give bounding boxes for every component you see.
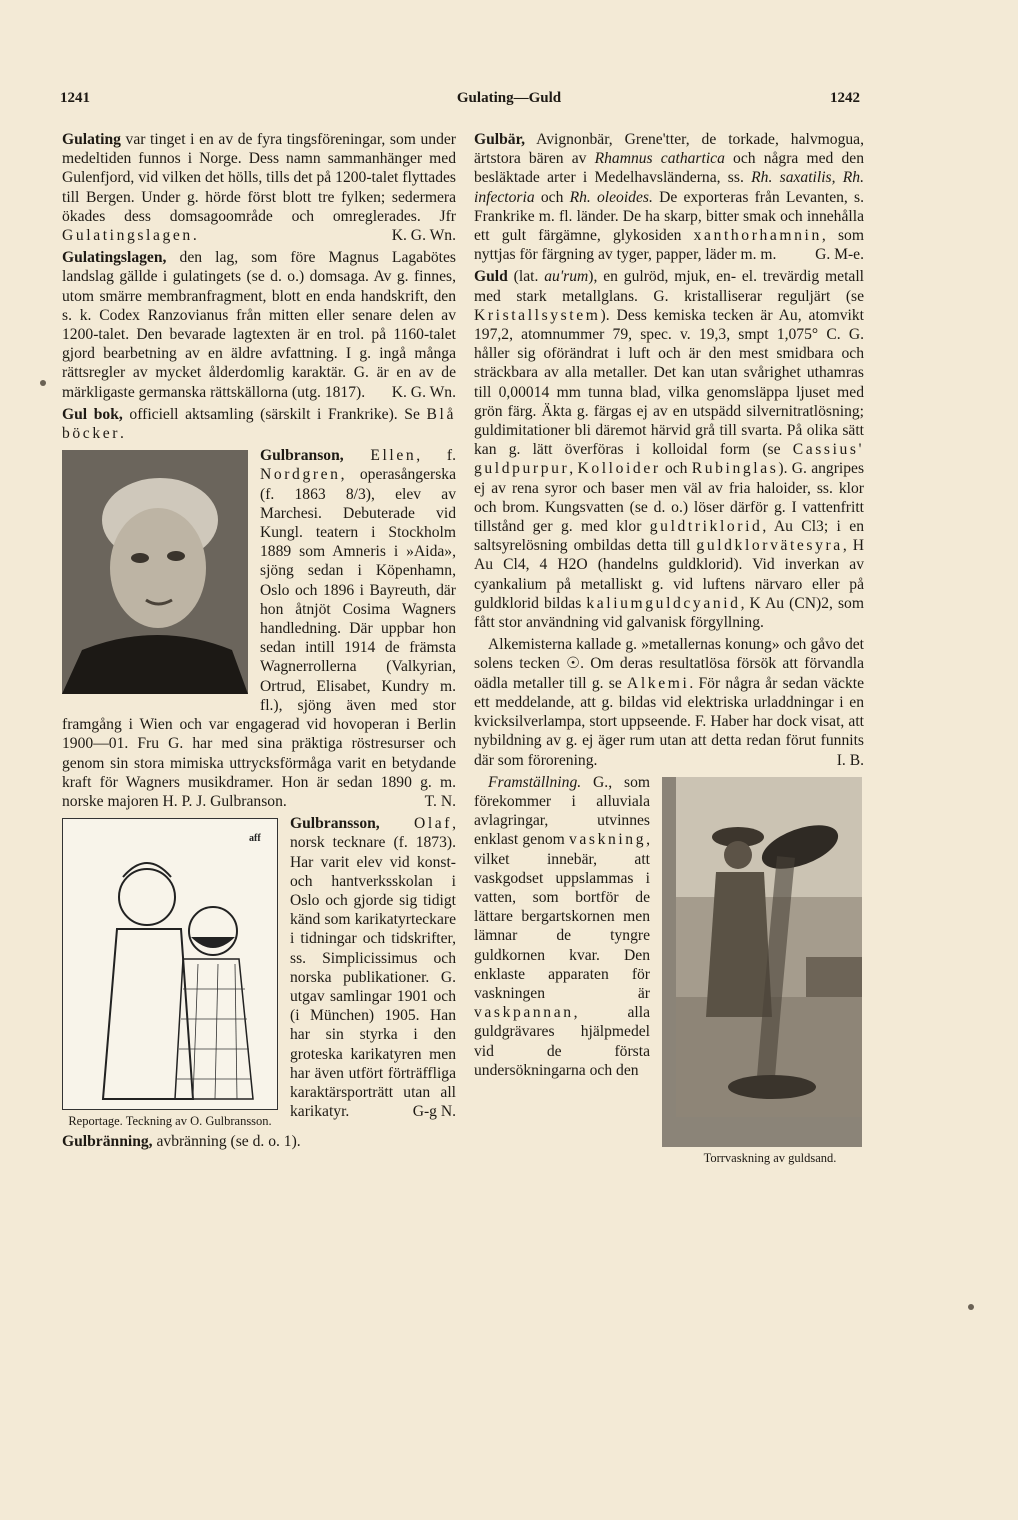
entry-text: , alla guldgrävares hjälpmedel vid de första undersökningarna och den xyxy=(474,1004,650,1079)
spaced-term: kaliumguldcyanid xyxy=(586,594,741,612)
entry-text: , vilket innebär, att vaskgodset uppslammas i vatten, som bortför de lättare bergartskornen men lämnar de tyngre guldkornen kvar. Den enklaste apparaten för vaskningen är xyxy=(474,831,650,1002)
entry-text: ). G. angripes ej av rena syror och baser men väl av fria haloider, ss. klor och brom. Kungsvatten (se d. o.) löser därför g. I vattenfritt tillstånd ger g. med klor xyxy=(474,460,865,536)
cross-reference: Kristallsystem xyxy=(474,306,601,324)
entry-text: den lag, som före Magnus Lagabötes landslag gällde i gulatingets (se d. o.) domsaga. Av g. finnes, utom smärre membranfragment, blott en enda handskrift, den s. k. Codex Ranzovianus från mitten eller senare delen av 1200-talet. Den bevarade lagtexten är en trol. på 1160-talet gjord bearbetning av en äldre avfattning. I g. ingå många rättsregler av mycket ålderdomlig karaktär. G. är en av de märkligaste germanska rättskällorna (utg. 1817). xyxy=(62,249,456,401)
entry-text: . Om deras resultatlösa försök att förvandla oädla metaller till g. se xyxy=(474,655,864,692)
author-signature: K. G. Wn. xyxy=(391,383,456,401)
cartoon-caption: Reportage. Teckning av O. Gulbransson. xyxy=(68,1114,272,1129)
entry-text: Avignonbär, Grene'tter, de torkade, halvmogua, ärtstora bären av xyxy=(474,131,864,168)
entry-text: var tinget i en av de fyra tingsföreningar, som under medeltiden funnos i Norge. Dess namn sammanhänger med Gulenfjord, vid vilken det hölls, tills det på 1200-talet flyttades till Bergen. Under g. hörde först blott tre fylken; sedermera ökades dess domsagoområde och omreglerades. Jfr xyxy=(62,131,456,225)
entry-text: De exporteras från Levanten, s. Frankrike m. fl. länder. De ha skarp, bitter smak och innehålla ett gult färgämne, glykosiden xyxy=(474,188,865,245)
entry-gulating xyxy=(62,130,456,245)
cross-reference: Alkemi xyxy=(627,674,690,692)
section-heading: Framställning. xyxy=(488,773,582,791)
author-signature: K. G. Wn. xyxy=(391,227,456,245)
photo-image xyxy=(676,777,862,1117)
entry-text: och xyxy=(534,188,570,206)
photo-caption: Torrvaskning av guldsand. xyxy=(703,1150,837,1165)
headword: Gul bok, xyxy=(62,405,123,423)
headword: Gulbränning, xyxy=(62,1133,153,1151)
italic-term: Rhamnus cathartica xyxy=(594,150,725,168)
cartoon-mark: aff xyxy=(249,833,261,845)
entry-text: , som nyttjas för färgning av tyger, papper, läder m. m. xyxy=(474,227,864,264)
cross-reference: Blå böcker xyxy=(62,405,456,443)
author-signature: T. N. xyxy=(424,792,456,810)
author-signature: G-g N. xyxy=(412,1103,456,1121)
author-signature: I. B. xyxy=(836,751,864,769)
entry-text: , operasångerska (f. 1863 8/3), elev av Marchesi. Debuterade vid Kungl. teatern i Stockholm 1889 som Amneris i »Aida», sjöng sedan i Köpenhamn, Oslo och 1896 i Bayreuth, där hon åtnjöt Cosima Wagners handledning. Där uppbar hon sedan intill 1914 de främsta Wagnerrollerna (Valkyrian, Ortrud, Elisabet, Kundry m. fl.), sjöng även med stor framgång i Wien och var engagerad vid hovoperan i Berlin 1900—01. Fru G. har med sina präktiga röstresurser och genom sin stora mimiska uttrycksförmåga varit en betydande kraft för Wagners musikdramer. Hon är sedan 1890 g. m. norske majoren H. P. J. Gulbranson. xyxy=(62,466,456,810)
birth-name: Nordgren xyxy=(260,466,341,484)
given-name: Ellen xyxy=(370,447,417,465)
entry-text: , K Au (CN)2, som fått stor användning vid galvanisk förgyllning. xyxy=(474,594,864,632)
entry-text: ), en gulröd, mjuk, en- el. trevärdig metall med stark metallglans. G. kristalliserar reguljärt (se xyxy=(474,268,864,305)
entry-text: . För några år sedan väckte ett meddelande, att g. bildas vid elektriska urladdningar i en kvicksilverlampa, stort uppseende. F. Haber har dock visat, att nybildning av g. ej äger rum utan att detta redan förut funnits där som förorening. xyxy=(474,674,864,769)
spaced-term: vaskpannan xyxy=(474,1004,574,1022)
given-name: Olaf xyxy=(413,815,453,833)
print-speck xyxy=(40,380,46,386)
portrait-figure xyxy=(62,450,248,694)
cartoon-image xyxy=(63,819,277,1109)
entry-text: G., som förekommer i alluviala avlagringar, utvinnes enklast genom xyxy=(474,773,650,849)
spaced-term: vaskning xyxy=(568,831,647,849)
photo-figure xyxy=(662,777,864,1165)
cross-reference: Cassius' guldpurpur xyxy=(474,441,864,478)
entry-text: Alkemisterna kallade g. »metallernas konung» och gåvo det solens tecken xyxy=(474,636,864,673)
page-number-left: 1241 xyxy=(60,90,90,106)
spaced-term: xanthorhamnin xyxy=(693,227,822,245)
portrait-image xyxy=(62,450,248,694)
headword: Gulbranson, xyxy=(260,447,344,465)
entry-guld xyxy=(474,267,864,632)
italic-term: au'rum xyxy=(544,268,589,286)
spaced-term: guldklorvätesyra xyxy=(696,537,843,555)
entry-gulbransson xyxy=(62,814,456,1129)
headword: Gulbär, xyxy=(474,131,525,148)
headword: Guld xyxy=(474,268,508,286)
entry-text: avbränning (se d. o. 1). xyxy=(152,1133,301,1151)
author-signature: G. M-e. xyxy=(815,246,864,264)
sun-symbol-icon: ☉ xyxy=(566,655,581,673)
headword: Gulbransson, xyxy=(290,815,380,833)
entry-text: , f. xyxy=(416,447,456,465)
paragraph-framstallning xyxy=(474,773,864,1165)
entry-text: . xyxy=(120,425,124,443)
entry-text: (lat. xyxy=(507,268,545,286)
paragraph-alkemi xyxy=(474,635,864,769)
headword: Gulating xyxy=(62,131,121,148)
entry-text: officiell aktsamling (särskilt i Frankrike). Se xyxy=(122,405,427,423)
entry-text: , Au Cl3; i en saltsyrelösning ombildas detta till xyxy=(474,518,864,555)
gold-panning-photo xyxy=(662,777,862,1147)
portrait-photo xyxy=(62,450,248,694)
cross-reference: Gulatingslagen xyxy=(62,227,193,245)
cartoon-drawing xyxy=(62,818,278,1110)
entry-gulbranson xyxy=(62,446,456,811)
left-column xyxy=(62,130,456,1154)
entry-text: , H Au Cl4, 4 H2O (handelns guldklorid). Vid inverkan av cyankalium på metalliskt g. vid luftens närvaro eller på guldklorid bildas xyxy=(474,537,864,612)
entry-text: . xyxy=(192,227,197,245)
cross-reference: Rubinglas xyxy=(691,460,779,478)
cross-reference: Kolloider xyxy=(577,460,661,478)
spaced-term: guldtriklorid xyxy=(649,518,763,536)
page-number-right: 1242 xyxy=(830,90,860,106)
entry-text: och xyxy=(660,460,692,478)
entry-text: ). Dess kemiska tecken är Au, atomvikt 197,2, atomnummer 79, spec. v. 19,3, smpt 1,075° C. G. håller sig oförändrat i luft och är den mest smidbara och sträckbara av alla metaller. Det kan utan svårighet uthamras till 0,00014 mm tunna blad, vilka genomsläppa ljuset med grön färg. Äkta g. färgas ej av en utspädd silvernitratlösning; guldimitationer bli däremot härvid grå till svarta. På olika sätt kan g. lätt överföras i kolloidal form (se xyxy=(474,306,864,459)
entry-gulatingslagen xyxy=(62,248,456,402)
cartoon-figure xyxy=(62,818,278,1128)
entry-gul-bok xyxy=(62,405,456,443)
entry-text: , norsk tecknare (f. 1873). Har varit elev vid konst- och hantverksskolan i Oslo och gjorde sig tidigt känd som karikatyrteckare i tidningar och tidskrifter, ss. Simplicissimus och norska publikationer. G. utgav samlingar 1901 och (i München) 1905. Han har sin styrka i den groteska karikatyren men har även utfört förträffliga karaktärsporträtt utan all karikatyr. xyxy=(290,815,456,1121)
entry-text: och några med den besläktade arter i Medelhavsländerna, ss. xyxy=(474,150,864,187)
entry-gulbar xyxy=(474,130,864,264)
italic-term: Rh. saxatilis, Rh. infectoria xyxy=(474,169,864,206)
print-speck xyxy=(968,1304,974,1310)
entry-gulbranning xyxy=(62,1132,456,1151)
italic-term: Rh. oleoides. xyxy=(569,188,653,206)
right-column xyxy=(474,130,864,1169)
running-title: Gulating—Guld xyxy=(456,90,562,106)
headword: Gulatingslagen, xyxy=(62,249,167,267)
entry-text: , xyxy=(569,460,578,478)
